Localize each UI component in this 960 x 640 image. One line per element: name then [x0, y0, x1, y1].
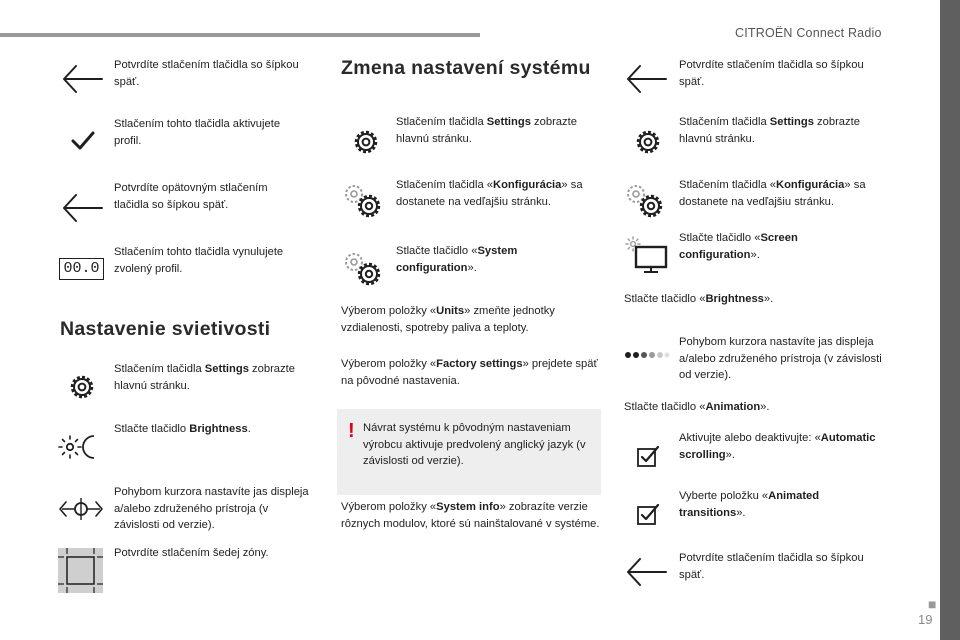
- checkbox-checked-icon: [636, 444, 660, 468]
- col1-section-item-0-text: Stlačením tlačidla Settings zobrazte hlavnú stránku.: [114, 363, 295, 392]
- header-title: CITROËN Connect Radio: [735, 26, 882, 40]
- reset-counter-icon: 00.0: [59, 258, 104, 280]
- section-title-brightness: Nastavenie svietivosti: [60, 318, 271, 340]
- col2-item-0-text: Stlačením tlačidla Settings zobrazte hlavnú stránku.: [396, 116, 577, 145]
- checkmark-icon: [70, 130, 96, 152]
- back-arrow-icon: [60, 63, 104, 95]
- page-dot: ■: [928, 596, 937, 612]
- col3-plain-brightness: Stlačte tlačidlo «Brightness».: [624, 293, 774, 305]
- col2-para-units: Výberom položky «Units» zmeňte jednotky vzdialenosti, spotreby paliva a teploty.: [341, 305, 555, 334]
- col3-slider-text: Pohybom kurzora nastavíte jas displeja a/alebo združeného prístroja (v závislosti od verzie).: [679, 336, 882, 381]
- col1-section-item-1-text: Stlačte tlačidlo Brightness.: [114, 423, 251, 435]
- col3-item2-2-text: Potvrdíte stlačením tlačidla so šípkou späť.: [679, 552, 864, 581]
- page-number: 19: [918, 612, 933, 627]
- col1-item-2-text: Potvrdíte opätovným stlačením tlačidla so šípkou späť.: [114, 182, 268, 211]
- back-arrow-icon: [60, 192, 104, 224]
- col3-item-0-text: Potvrdíte stlačením tlačidla so šípkou späť.: [679, 59, 864, 88]
- settings-gear-icon: [350, 126, 382, 158]
- col3-item-1-text: Stlačením tlačidla Settings zobrazte hlavnú stránku.: [679, 116, 860, 145]
- screen-config-icon: [624, 236, 670, 274]
- checkbox-checked-icon: [636, 502, 660, 526]
- col3-item2-1-text: Vyberte položku «Animated transitions».: [679, 490, 820, 519]
- slider-dots-icon: [622, 348, 670, 362]
- col1-item-0-text: Potvrdíte stlačením tlačidla so šípkou späť.: [114, 59, 299, 88]
- col3-item2-0-text: Aktivujte alebo deaktivujte: «Automatic scrolling».: [679, 432, 876, 461]
- col2-item-2-text: Stlačte tlačidlo «System configuration».: [396, 245, 518, 274]
- brightness-sun-moon-icon: [58, 432, 102, 462]
- section-title-system: Zmena nastavení systému: [341, 57, 591, 79]
- warning-mark: !: [348, 420, 355, 442]
- col2-item-1-text: Stlačením tlačidla «Konfigurácia» sa dostanete na vedľajšiu stránku.: [396, 179, 583, 208]
- warning-text: Návrat systému k pôvodným nastaveniam výrobcu aktivuje predvolený anglický jazyk (v závislosti od verzie).: [363, 422, 586, 467]
- configuration-gears-icon: [342, 182, 384, 220]
- col1-section-item-3-text: Potvrdíte stlačením šedej zóny.: [114, 547, 269, 559]
- header-rule: [0, 33, 480, 37]
- slider-cursor-icon: [58, 496, 104, 522]
- configuration-gears-icon: [624, 182, 666, 220]
- col1-item-3-text: Stlačením tohto tlačidla vynulujete zvolený profil.: [114, 246, 284, 275]
- col1-item-1-text: Stlačením tohto tlačidla aktivujete profil.: [114, 118, 281, 147]
- side-band: [940, 0, 960, 640]
- grey-zone-icon: [58, 548, 103, 593]
- settings-gear-icon: [632, 126, 664, 158]
- back-arrow-icon: [624, 63, 668, 95]
- col2-para-factory: Výberom položky «Factory settings» prejdete späť na pôvodné nastavenia.: [341, 358, 598, 387]
- col3-item-3-text: Stlačte tlačidlo «Screen configuration».: [679, 232, 798, 261]
- configuration-gears-icon: [342, 250, 384, 288]
- col2-para-system-info: Výberom položky «System info» zobrazíte verzie rôznych modulov, ktoré sú nainštalované v systéme.: [341, 501, 600, 530]
- settings-gear-icon: [66, 371, 98, 403]
- col1-section-item-2-text: Pohybom kurzora nastavíte jas displeja a/alebo združeného prístroja (v závislosti od verzie).: [114, 486, 309, 531]
- back-arrow-icon: [624, 556, 668, 588]
- col3-item-2-text: Stlačením tlačidla «Konfigurácia» sa dostanete na vedľajšiu stránku.: [679, 179, 866, 208]
- col3-plain-animation: Stlačte tlačidlo «Animation».: [624, 401, 770, 413]
